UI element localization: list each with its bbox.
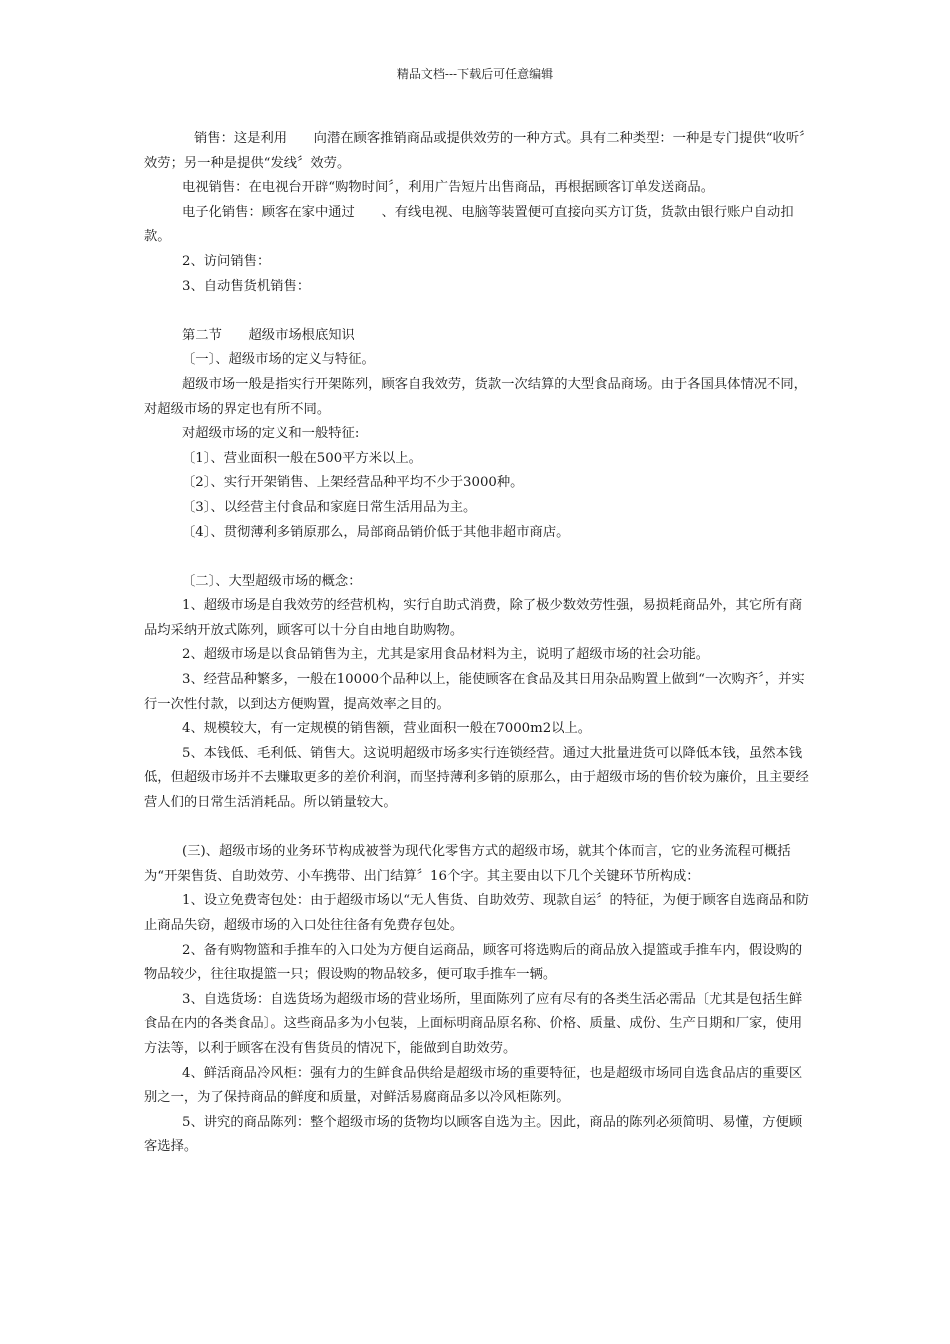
list-item-feature-3: 〔3〕、以经营主付食品和家庭日常生活用品为主。 xyxy=(182,499,477,515)
list-item-feature-2: 〔2〕、实行开架销售、上架经营品种平均不少于3000种。 xyxy=(182,475,524,491)
list-item-feature-4: 〔4〕、贯彻薄利多销原那么，局部商品销价低于其他非超市商店。 xyxy=(182,524,570,540)
subsection-heading-3: (三)、超级市场的业务环节构成被誉为现代化零售方式的超级市场，就其个体而言，它的业务流程可概括为“开架售货、自助效劳、小车携带、出门结算〞16个字。其主要由以下几个关键环节所构成： xyxy=(144,844,791,884)
spacer xyxy=(144,299,810,324)
list-item-process-1: 1、设立免费寄包处：由于超级市场以“无人售货、自助效劳、现款自运〞的特征，为便于顾客自选商品和防止商品失窃，超级市场的入口处往往备有免费存包处。 xyxy=(144,893,809,933)
subsection-heading-1: 〔一〕、超级市场的定义与特征。 xyxy=(182,352,375,368)
subsection-heading-2: 〔二〕、大型超级市场的概念： xyxy=(182,573,362,589)
paragraph-electronic-sales: 电子化销售：顾客在家中通过 、有线电视、电脑等装置便可直接向买方订货，货款由银行账户自动扣款。 xyxy=(144,204,794,245)
list-item-concept-5: 5、本钱低、毛利低、销售大。这说明超级市场多实行连锁经营。通过大批量进货可以降低本钱，虽然本钱低，但超级市场并不去赚取更多的差价利润，而坚持薄利多销的原那么，由于超级市场的售价较为廉价，且主要经营人们的日常生活消耗品。所以销量较大。 xyxy=(144,745,809,811)
section-heading: 第二节 超级市场根底知识 xyxy=(182,327,355,343)
list-item-concept-4: 4、规模较大，有一定规模的销售额，营业面积一般在7000m2以上。 xyxy=(182,721,592,737)
list-item-process-2: 2、备有购物篮和手推车的入口处为方便自运商品，顾客可将选购后的商品放入提篮或手推车内，假设购的物品较少，往往取提篮一只；假设购的物品较多，便可取手推车一辆。 xyxy=(144,942,803,983)
paragraph-tv-sales: 电视销售：在电视台开辟“购物时间〞，利用广告短片出售商品，再根据顾客订单发送商品。 xyxy=(182,180,715,196)
list-item-concept-3: 3、经营品种繁多，一般在10000个品种以上，能使顾客在食品及其日用杂品购置上做到“一次购齐〞，并实行一次性付款，以到达方便购置，提高效率之目的。 xyxy=(144,672,805,712)
paragraph-vending-sales: 3、自动售货机销售： xyxy=(182,278,311,294)
paragraph-definition: 超级市场一般是指实行开架陈列，顾客自我效劳，货款一次结算的大型食品商场。由于各国具体情况不同，对超级市场的界定也有所不同。 xyxy=(144,376,807,417)
list-item-feature-1: 〔1〕、营业面积一般在500平方米以上。 xyxy=(182,450,422,466)
list-item-concept-2: 2、超级市场是以食品销售为主，尤其是家用食品材料为主，说明了超级市场的社会功能。 xyxy=(182,647,710,663)
spacer xyxy=(144,545,810,570)
paragraph-features-intro: 对超级市场的定义和一般特征: xyxy=(182,426,360,442)
list-item-process-4: 4、鲜活商品冷风柜：强有力的生鲜食品供给是超级市场的重要特征，也是超级市场同自选食品店的重要区别之一，为了保持商品的鲜度和质量，对鲜活易腐商品多以冷风柜陈列。 xyxy=(144,1065,803,1106)
list-item-process-5: 5、讲究的商品陈列：整个超级市场的货物均以顾客自选为主。因此，商品的陈列必须简明、易懂，方便顾客选择。 xyxy=(144,1114,803,1155)
page-header: 精品文档---下载后可任意编辑 xyxy=(396,67,554,81)
paragraph-broadcast-sales: 销售：这是利用 向潜在顾客推销商品或提供效劳的一种方式。具有二种类型：一种是专门提供“收听〞效劳；另一种是提供“发线〞效劳。 xyxy=(144,131,806,171)
list-item-process-3: 3、自选货场：自选货场为超级市场的营业场所，里面陈列了应有尽有的各类生活必需品〔尤其是包括生鲜食品在内的各类食品〕。这些商品多为小包装，上面标明商品原名称、价格、质量、成份、生产日期和厂家，使用方法等，以利于顾客在没有售货员的情况下，能做到自助效劳。 xyxy=(144,991,803,1056)
spacer xyxy=(144,816,810,841)
list-item-concept-1: 1、超级市场是自我效劳的经营机构，实行自助式消费，除了极少数效劳性强，易损耗商品外，其它所有商品均采纳开放式陈列，顾客可以十分自由地自助购物。 xyxy=(144,598,803,638)
paragraph-visit-sales: 2、访问销售： xyxy=(182,253,271,269)
document-body xyxy=(144,127,810,1160)
